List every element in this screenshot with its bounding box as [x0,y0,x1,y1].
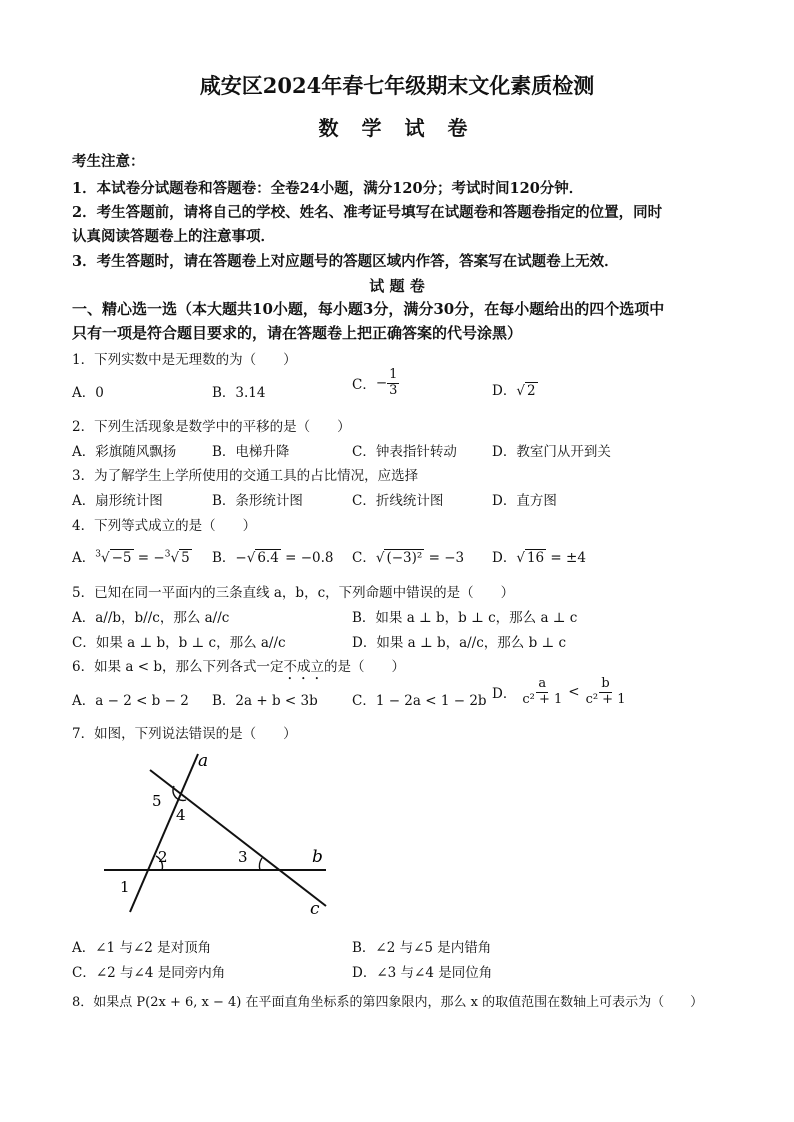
sqrt-icon: √ [170,550,180,566]
q1-stem: 1．下列实数中是无理数的为（ ） [72,352,297,368]
sqrt-icon: √ [100,550,110,566]
q1-option-d-radicand: 2 [526,383,536,399]
angle-arc-3 [259,858,262,870]
q7-option-d: D．∠3 与∠4 是同位角 [352,965,493,981]
q1-option-c-fraction [387,368,399,399]
line-c [150,770,326,906]
q3-option-d: D．直方图 [492,493,557,509]
q2-option-c: C．钟表指针转动 [352,444,457,460]
q2-option-a: A．彩旗随风飘扬 [72,444,177,460]
q4-option-a-radicand-2: 5 [181,550,190,566]
label-c: c [310,899,320,919]
label-a: a [198,751,209,771]
part1-instructions-b: 只有一项是符合题目要求的，请在答题卷上把正确答案的代号涂黑） [72,324,523,342]
q6-stem [72,655,405,683]
q7-figure [90,748,360,928]
sqrt-icon: √ [516,383,525,399]
q3-option-b: B．条形统计图 [212,493,303,509]
q4-option-a [72,546,192,566]
q4-option-d-rhs: = ±4 [546,550,586,566]
q4-option-b-radicand: 6.4 [257,550,279,566]
q2-stem: 2．下列生活现象是数学中的平移的是（ ） [72,419,351,435]
q6-option-d-numerator-1: a [538,676,547,691]
exam-title: 咸安区2024年春七年级期末文化素质检测 [199,73,595,98]
exam-subtitle: 数 学 试 卷 [318,116,476,140]
notice-item-2b: 认真阅读答题卷上的注意事项． [72,228,275,245]
q4-option-a-label: A． [72,550,96,566]
q6-option-d-numerator-2: b [601,676,610,691]
q6-option-d-label: D． [492,686,517,703]
notice-item-3: 3．考生答题时，请在答题卷上对应题号的答题区域内作答，答案写在试题卷上无效． [72,253,619,270]
q4-option-b [212,546,334,566]
q6-option-a: A．a − 2 < b − 2 [72,693,189,709]
q4-option-b-rhs: = −0.8 [280,550,334,566]
q6-stem-pre: 6．如果 a < b，那么下列各式一定 [72,659,284,675]
q1-option-c-sign: − [375,375,388,392]
line-a [130,754,198,912]
q6-option-d-denominator-2: c² + 1 [585,691,626,707]
q1-option-c-denominator: 3 [389,382,398,398]
q4-option-d-label: D． [492,550,517,566]
notice-item-2a: 2．考生答题前，请将自己的学校、姓名、准考证号填写在试题卷和答题卷指定的位置，同时 [72,204,663,221]
q1-option-d [492,379,538,399]
q5-option-a: A．a//b，b//c，那么 a//c [72,610,230,626]
label-angle-3: 3 [238,848,248,866]
q1-option-c [352,368,399,399]
label-angle-4: 4 [176,806,186,824]
q5-stem: 5．已知在同一平面内的三条直线 a，b，c，下列命题中错误的是（ ） [72,585,515,601]
notice-heading: 考生注意： [72,153,145,170]
sqrt-icon: √ [375,550,385,566]
q6-stem-post: 的是（ ） [323,659,405,675]
q6-option-d-fraction-1 [520,677,564,708]
part1-instructions-a: 一、精心选一选（本大题共10小题，每小题3分，满分30分，在每小题给出的四个选项中 [72,300,665,318]
q4-option-a-index-2: 3 [164,549,171,560]
q4-option-b-sign: − [235,550,247,566]
q5-option-d: D．如果 a ⊥ b，a//c，那么 b ⊥ c [352,635,567,651]
q6-option-c: C．1 − 2a < 1 − 2b [352,693,487,709]
q7-stem: 7．如图，下列说法错误的是（ ） [72,726,297,742]
label-angle-5: 5 [152,792,162,810]
q4-option-c-rhs: = −3 [424,550,465,566]
q8-stem: 8．如果点 P(2x + 6, x − 4) 在平面直角坐标系的第四象限内，那么 x 的取值范围在数轴上可表示为（ ） [72,995,704,1010]
q5-option-c: C．如果 a ⊥ b，b ⊥ c，那么 a//c [72,635,286,651]
q6-option-d-denominator-1: c² + 1 [522,691,563,707]
q6-option-b: B．2a + b < 3b [212,693,318,709]
q6-option-d [492,677,627,708]
q3-stem: 3．为了解学生上学所使用的交通工具的占比情况，应选择 [72,468,419,484]
sqrt-icon: √ [246,550,256,566]
q1-option-b: B．3.14 [212,385,266,401]
q4-option-a-index-1: 3 [95,549,101,560]
q1-option-c-label: C． [352,377,376,394]
q6-option-d-less-than: < [568,684,580,701]
q6-stem-emphasis: 不成立 [283,659,324,675]
section-label: 试 题 卷 [369,277,425,295]
q4-option-d-radicand: 16 [526,550,545,566]
q3-option-a: A．扇形统计图 [72,493,163,509]
q4-option-c [352,546,464,566]
q4-stem: 4．下列等式成立的是（ ） [72,518,257,534]
q6-option-d-fraction-2 [584,677,628,708]
q4-option-d [492,546,586,566]
sqrt-icon: √ [516,550,525,566]
q2-option-b: B．电梯升降 [212,444,290,460]
label-angle-1: 1 [120,878,130,896]
label-angle-2: 2 [158,848,168,866]
q1-option-c-numerator: 1 [389,367,398,382]
q4-option-b-label: B． [212,550,236,566]
notice-item-1: 1．本试卷分试题卷和答题卷：全卷24小题，满分120分；考试时间120分钟． [72,180,584,197]
q2-option-d: D．教室门从开到关 [492,444,611,460]
q7-option-b: B．∠2 与∠5 是内错角 [352,940,492,956]
q5-option-b: B．如果 a ⊥ b，b ⊥ c，那么 a ⊥ c [352,610,578,626]
q1-option-a: A．0 [72,385,104,401]
label-b: b [312,847,323,867]
q7-option-a: A．∠1 与∠2 是对顶角 [72,940,212,956]
q4-option-c-label: C． [352,550,376,566]
q1-option-d-label: D． [492,383,517,399]
q4-option-a-middle: = − [133,550,165,566]
q7-option-c: C．∠2 与∠4 是同旁内角 [72,965,226,981]
q3-option-c: C．折线统计图 [352,493,444,509]
q4-option-a-radicand-1: −5 [111,550,132,566]
q4-option-c-radicand: (−3)² [386,550,423,566]
